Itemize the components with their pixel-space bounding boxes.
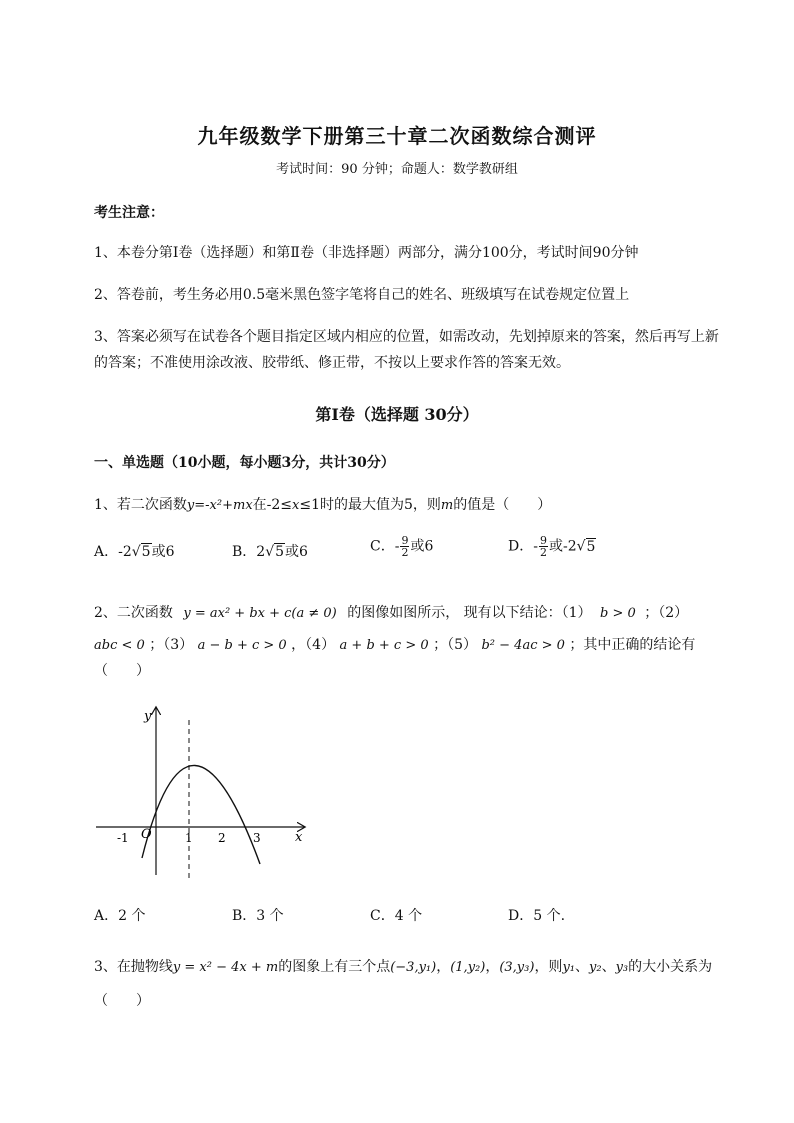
q1-c-fraction: $\frac{9}{2}$ — [401, 534, 409, 559]
part-heading: 一、单选题（10小题，每小题3分，共计30分） — [94, 455, 395, 471]
section-title: 第Ⅰ卷（选择题 30分） — [315, 405, 479, 424]
q1-d-fraction: $\frac{9}{2}$ — [539, 534, 547, 559]
q3-point-2: (1,y₂) — [450, 960, 486, 975]
notice-item-3: 3、答案必须写在试卷各个题目指定区域内相应的位置，如需改动，先划掉原来的答案，然后再写上新 — [94, 329, 719, 345]
q2-condition-4: a + b + c > 0 — [339, 638, 429, 653]
tick-label-2: 2 — [218, 831, 226, 845]
q1-suffix: 的值是（ ） — [453, 497, 552, 513]
question-2-line-1: 2、二次函数 y = ax² + bx + c(a ≠ 0) 的图像如图所示， 现有以下结论：（1） b > 0 ；（2） — [94, 605, 689, 621]
q1-option-a[interactable]: A．-2√5或6 — [94, 544, 175, 560]
notice-heading: 考生注意： — [94, 205, 164, 221]
question-1 — [94, 494, 551, 514]
q3-answer-paren: （ ） — [94, 993, 150, 1009]
y-axis-label: y — [144, 709, 152, 724]
parabola-graph — [94, 700, 314, 880]
q1-option-c[interactable]: C．- $\frac{9}{2}$ 或6 — [370, 534, 434, 559]
notice-item-2: 2、答卷前，考生务必用0.5毫米黑色签字笔将自己的姓名、班级填写在试卷规定位置上 — [94, 287, 630, 303]
q1-option-b[interactable]: B．2√5或6 — [232, 544, 308, 560]
q3-point-1: (−3,y₁) — [390, 960, 437, 975]
q1-expression: y=-x²+mx — [186, 498, 253, 513]
q1-var-m: m — [440, 498, 454, 513]
notice-item-3-cont: 的答案；不准使用涂改液、胶带纸、修正带，不按以上要求作答的答案无效。 — [94, 355, 570, 371]
q1-mid1: 在-2≤ — [252, 497, 293, 513]
q3-expression: y = x² − 4x + m — [172, 960, 279, 975]
q1-option-d[interactable]: D．- $\frac{9}{2}$ 或-2√5 — [508, 534, 596, 559]
q1-prefix: 1、若二次函数 — [94, 497, 187, 513]
q2-condition-3: a − b + c > 0 — [197, 638, 287, 653]
q1-var-x: x — [292, 498, 300, 513]
tick-label-3: 3 — [253, 831, 261, 845]
tick-label-neg1: -1 — [117, 831, 129, 845]
q2-condition-5: b² − 4ac > 0 — [481, 638, 565, 653]
q2-expression: y = ax² + bx + c(a ≠ 0) — [183, 606, 337, 621]
q2-option-d[interactable]: D．5 个. — [508, 908, 566, 924]
x-axis-label: x — [295, 830, 303, 845]
origin-label: O — [141, 827, 152, 842]
q1-mid2: ≤1时的最大值为5，则 — [299, 497, 441, 513]
tick-label-1: 1 — [185, 831, 193, 845]
q2-option-b[interactable]: B．3 个 — [232, 908, 284, 924]
q2-option-a[interactable]: A．2 个 — [94, 908, 146, 924]
q3-point-3: (3,y₃) — [499, 960, 535, 975]
q2-condition-1: b > 0 — [600, 606, 636, 621]
q2-option-c[interactable]: C．4 个 — [370, 908, 423, 924]
q2-condition-2: abc < 0 — [94, 638, 145, 653]
question-3: 3、在抛物线y = x² − 4x + m的图象上有三个点(−3,y₁)，(1,y₂)，(3,y₃)，则y₁、y₂、y₃的大小关系为 — [94, 959, 713, 975]
page-title: 九年级数学下册第三十章二次函数综合测评 — [197, 124, 597, 148]
exam-subtitle: 考试时间：90 分钟；命题人：数学教研组 — [276, 162, 518, 177]
q2-answer-paren: （ ） — [94, 663, 150, 679]
parabola-curve — [142, 765, 260, 864]
question-2-line-2: abc < 0 ；（3） a − b + c > 0 ，（4） a + b + c > 0 ；（5） b² − 4ac > 0 ；其中正确的结论有 — [94, 637, 696, 653]
notice-item-1: 1、本卷分第Ⅰ卷（选择题）和第Ⅱ卷（非选择题）两部分，满分100分，考试时间90分钟 — [94, 245, 639, 261]
